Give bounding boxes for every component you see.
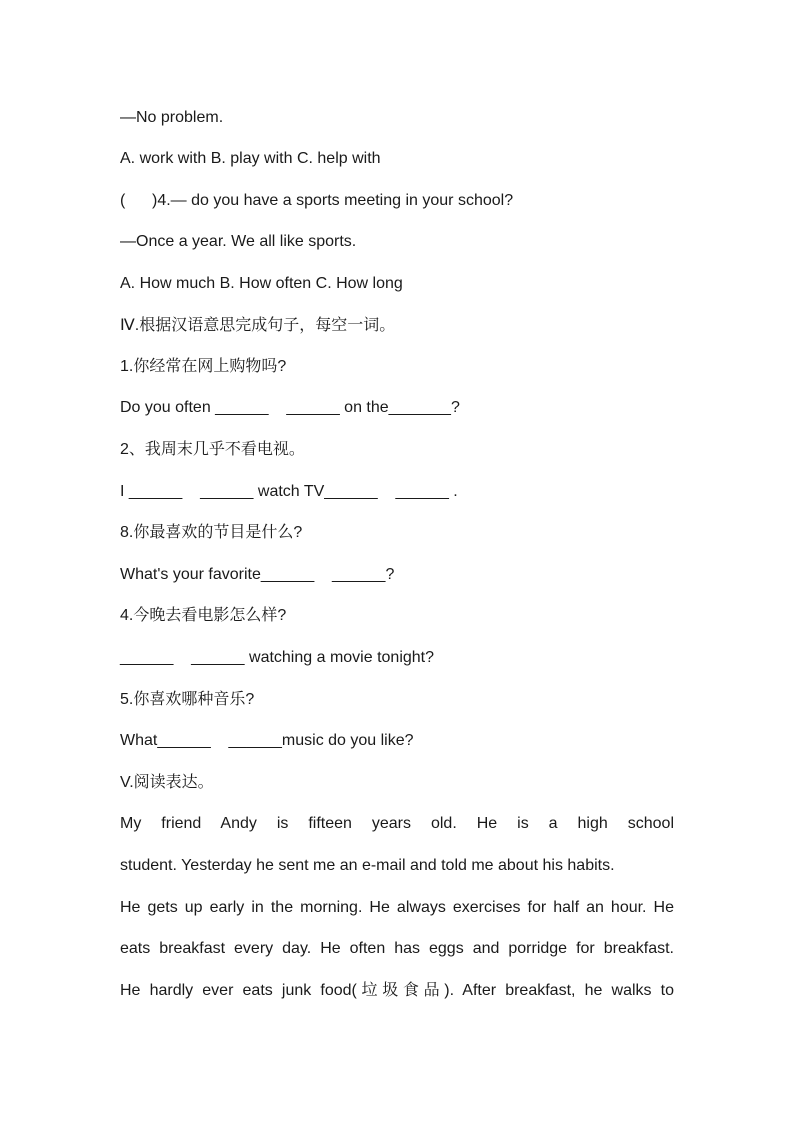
prompt-3: 8.你最喜欢的节目是什么? <box>120 524 303 541</box>
passage-line: He gets up early in the morning. He always exercises for half an hour. He <box>120 899 674 916</box>
prompt-1: 1.你经常在网上购物吗? <box>120 358 287 375</box>
prompt-5: 5.你喜欢哪种音乐? <box>120 691 255 708</box>
section-heading-5: V.阅读表达。 <box>120 774 214 791</box>
answer-line: —Once a year. We all like sports. <box>120 233 357 250</box>
section-heading-4: Ⅳ.根据汉语意思完成句子，每空一词。 <box>120 317 396 334</box>
passage-line: He hardly ever eats junk food(垃圾食品). After breakfast, he walks to <box>120 982 674 999</box>
prompt-2: 2、我周末几乎不看电视。 <box>120 441 305 458</box>
blank-sentence-4: ______ ______ watching a movie tonight? <box>120 649 435 666</box>
blank-sentence-3: What's your favorite______ ______? <box>120 566 395 583</box>
options-line: A. work with B. play with C. help with <box>120 150 381 167</box>
question-4: ( )4.— do you have a sports meeting in your school? <box>120 192 514 209</box>
blank-sentence-5: What______ ______music do you like? <box>120 732 414 749</box>
blank-sentence-1: Do you often ______ ______ on the_______? <box>120 399 460 416</box>
passage-line: student. Yesterday he sent me an e-mail and told me about his habits. <box>120 857 615 874</box>
options-line: A. How much B. How often C. How long <box>120 275 403 292</box>
prompt-4: 4.今晚去看电影怎么样? <box>120 607 287 624</box>
answer-line: —No problem. <box>120 109 224 126</box>
passage-line: My friend Andy is fifteen years old. He is a high school <box>120 815 674 832</box>
blank-sentence-2: I ______ ______ watch TV______ ______ . <box>120 483 458 500</box>
passage-line: eats breakfast every day. He often has eggs and porridge for breakfast. <box>120 940 674 957</box>
